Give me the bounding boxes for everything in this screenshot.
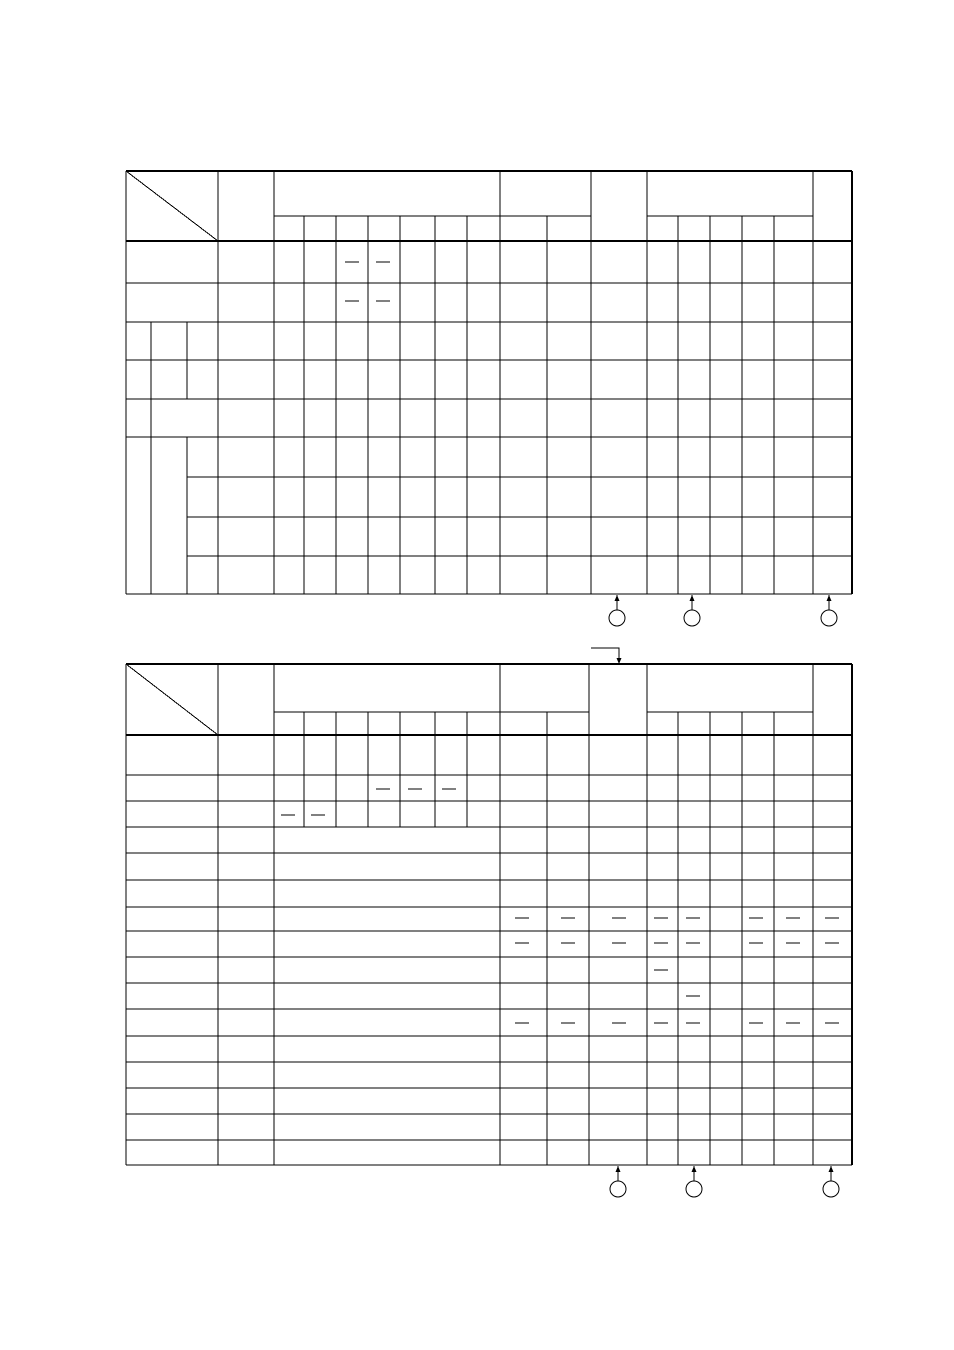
lower-dashes [281, 789, 839, 1023]
connector-line [591, 648, 619, 660]
corner-diagonal [126, 171, 218, 241]
connector-arrow [591, 648, 622, 664]
marker-arrowhead [692, 1166, 697, 1172]
upper-table [126, 171, 852, 594]
marker-circle [609, 610, 625, 626]
marker-arrowhead [829, 1166, 834, 1172]
marker-circle [686, 1181, 702, 1197]
marker-circle [821, 610, 837, 626]
marker-arrowhead [616, 1166, 621, 1172]
marker-circle [610, 1181, 626, 1197]
marker-arrowhead [615, 595, 620, 601]
lower-table [126, 664, 852, 1165]
upper-markers [609, 595, 837, 626]
lower-markers [610, 1166, 839, 1197]
marker-circle [684, 610, 700, 626]
corner-diagonal [126, 664, 218, 735]
marker-arrowhead [690, 595, 695, 601]
marker-circle [823, 1181, 839, 1197]
connector-arrowhead [617, 658, 622, 664]
marker-arrowhead [827, 595, 832, 601]
